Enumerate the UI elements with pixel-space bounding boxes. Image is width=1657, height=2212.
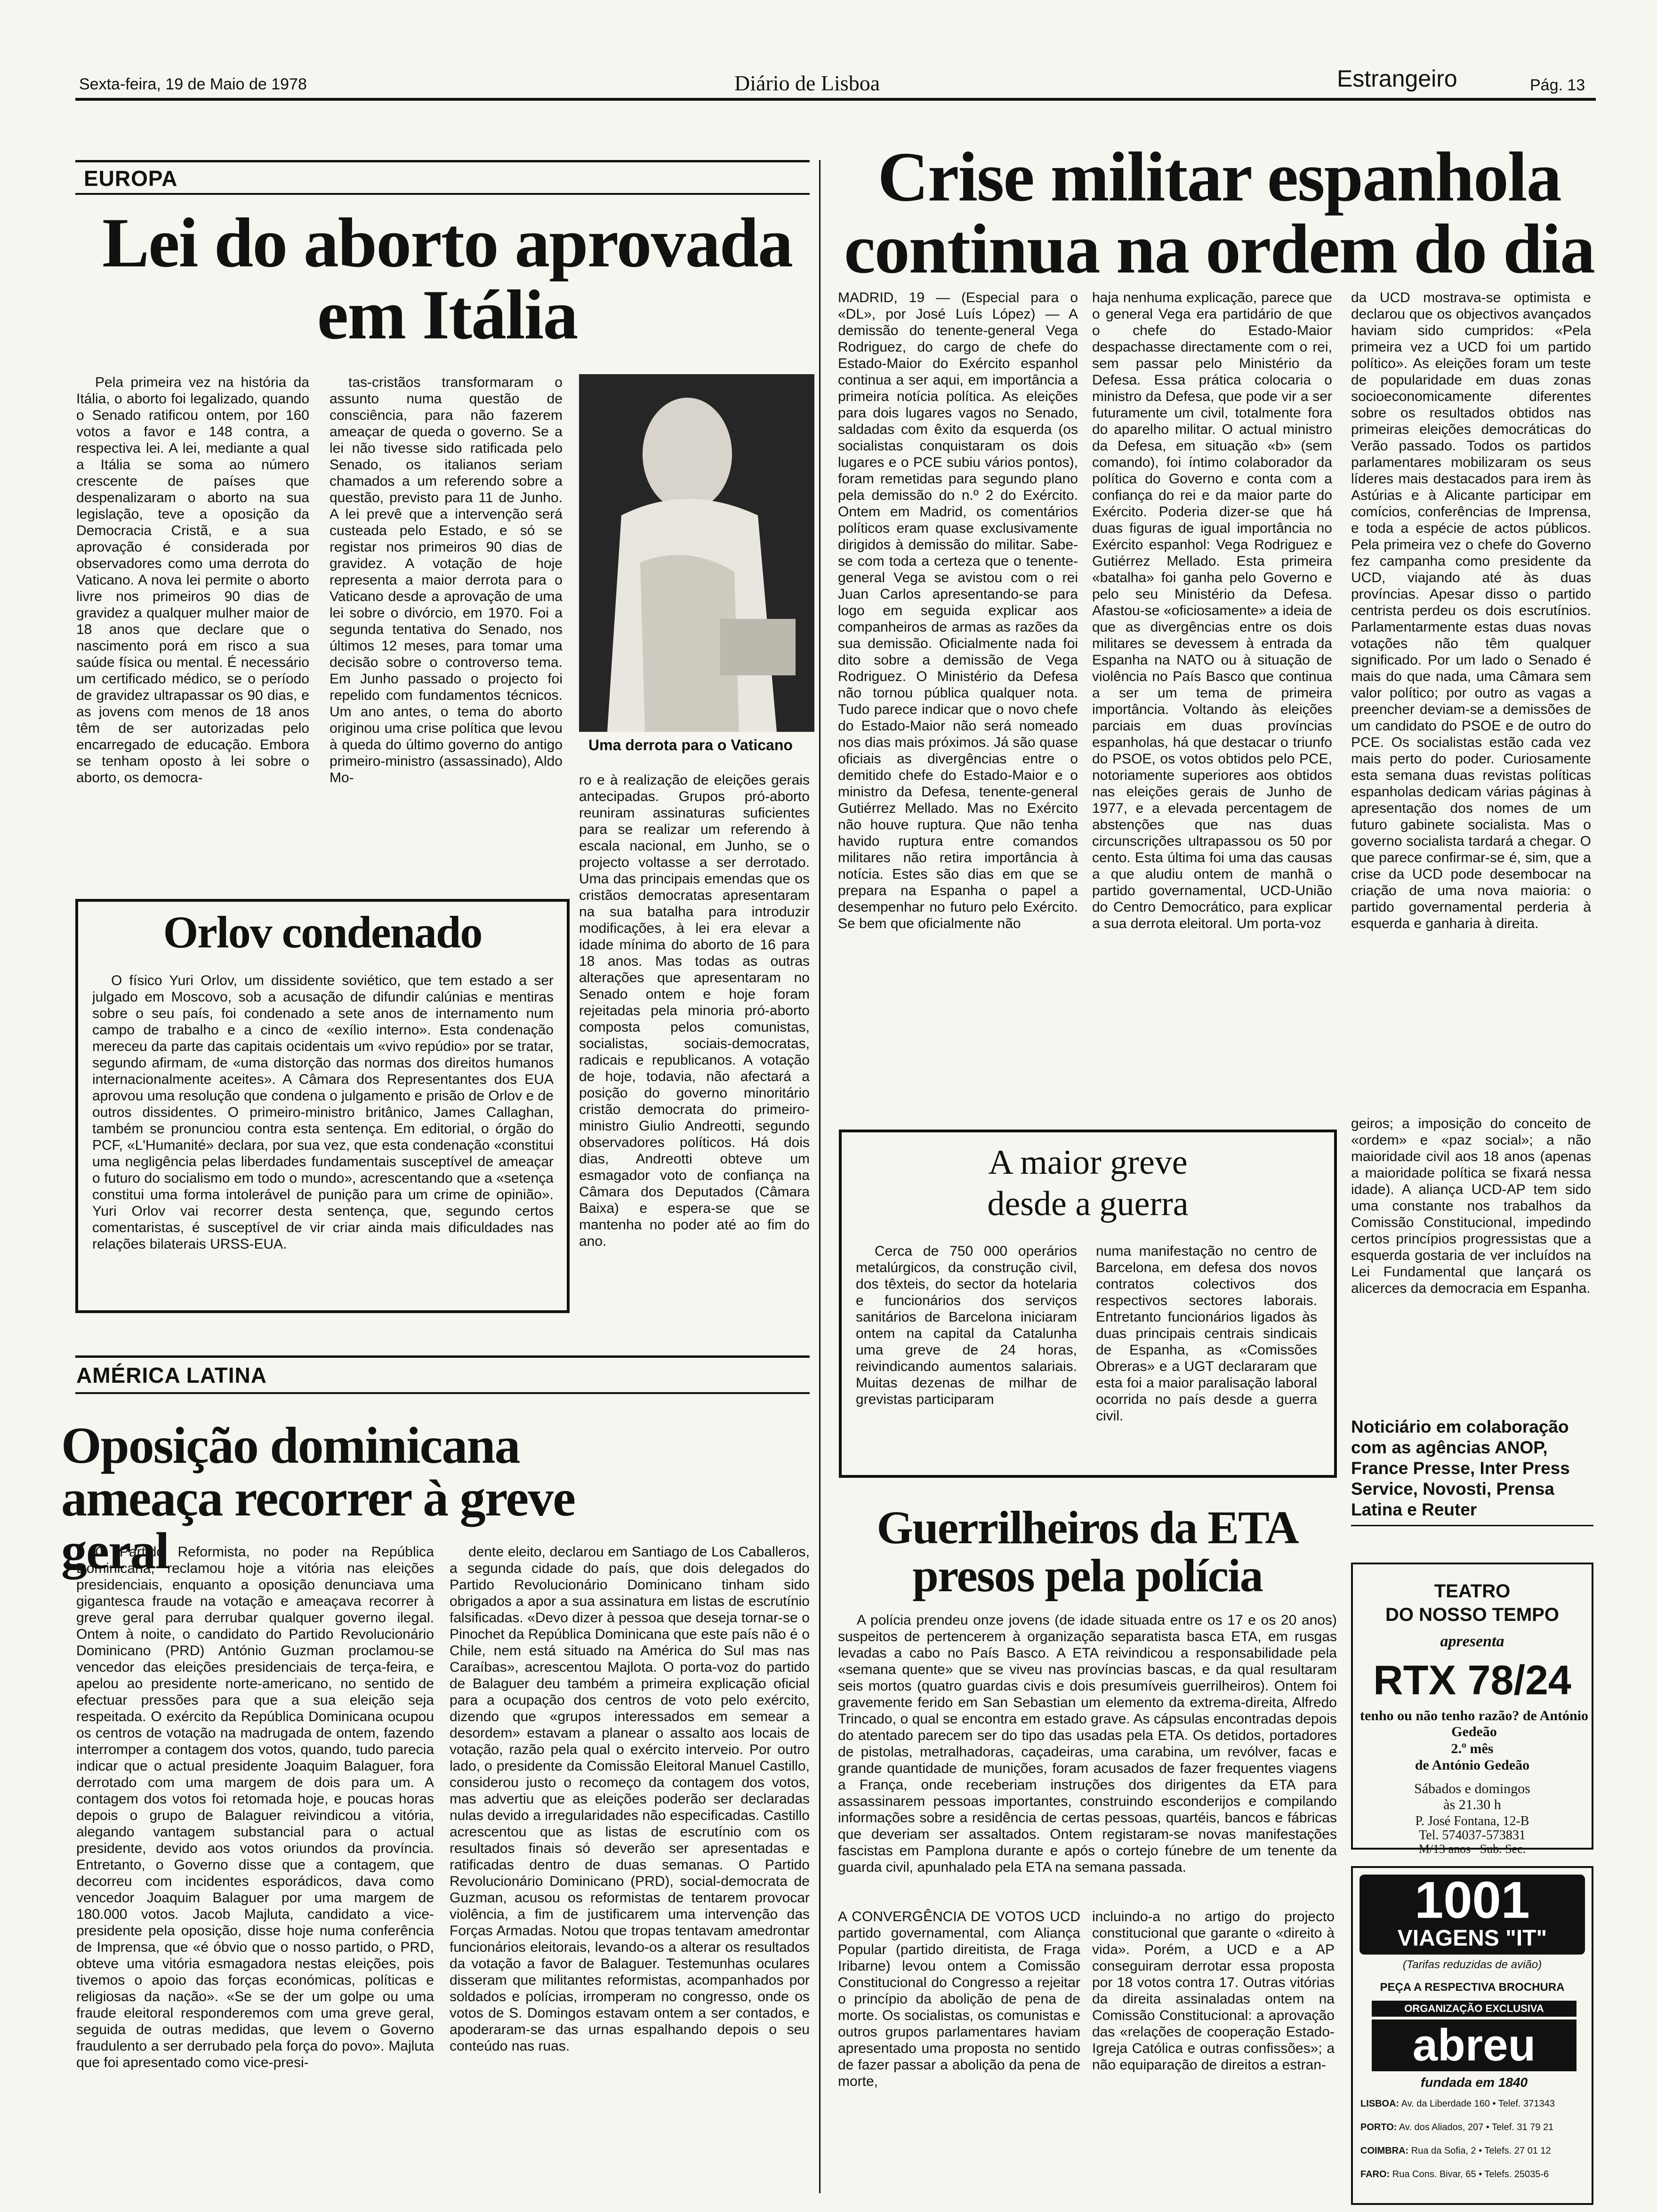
teatro-title: TEATRO bbox=[1434, 1581, 1511, 1602]
main-column-divider bbox=[819, 160, 820, 2193]
issue-date: Sexta-feira, 19 de Maio de 1978 bbox=[79, 75, 307, 93]
europa-rule-bottom bbox=[75, 193, 810, 195]
espanha-col-3: da UCD mostrava-se optimista e declarou que os objectivos avançados haviam sido cumpridos: «Pela primeira vez a UCD foi um partido político». As eleições foram um teste de popularidade em duas zonas socioeconomicamente diferentes sobre os resultados obtidos nas primeiras eleições democráticas do Verão passado. Todos os partidos parlamentares mobilizaram os seus líderes mais destacados para irem às Astúrias e à Alicante participar em comícios, conferências de Imprensa, e toda a espécie de actos públicos. Pela primeira vez o chefe do Governo fez campanha como presidente da UCD, viajando até às duas províncias. Apesar disso o partido centrista perdeu os dois escrutínios. Parlamentarmente estas duas novas votações não têm qualquer significado. Por um lado o Senado é mais do que nada, uma Câmara sem valor político; por outro as vagas a preencher deviam-se a demissões de um candidato do PSOE e de outro do PCE. Os socialistas estão cada vez mais perto do poder. Curiosamente esta semana duas revistas políticas espanholas dedicam várias páginas à apresentação dos nomes de um futuro gabinete socialista. Mas o governo socialista tardará a chegar. O que parece confirmar-se é, sim, que a crise da UCD pode desembocar na criação de uma nova maioria: o partido governamental perderia à esquerda e ganharia à direita. bbox=[1351, 290, 1591, 931]
teatro-address: P. José Fontana, 12-B bbox=[1415, 1814, 1529, 1828]
greve-col-1: Cerca de 750 000 operários metalúrgicos, da construção civil, dos têxteis, do sector da hotelaria e funcionários dos serviços sanitários de Barcelona iniciaram ontem na capital da Catalunha uma greve de 24 horas, reivindicando aumentos salariais. Muitas dezenas de milhar de grevistas participaram bbox=[856, 1243, 1077, 1407]
teatro-ad bbox=[1351, 1563, 1593, 1856]
section-label-europa: EUROPA bbox=[84, 166, 178, 191]
viagens-org: ORGANIZAÇÃO EXCLUSIVA bbox=[1372, 2001, 1577, 2017]
header-rule bbox=[75, 98, 1596, 101]
viagens-number: 1001 bbox=[1415, 1871, 1530, 1929]
espanha-col-1: MADRID, 19 — (Especial para o «DL», por José Luís López) — A demissão do tenente-general Vega Rodriguez, do cargo de chefe do Estado-Maior do Exército espanhol continua a ser aqui, em importância a primeira notícia política. As eleições para dois lugares vagos no Senado, saldadas com êxito da esquerda (os socialistas conquistaram os dois lugares e o PCE subiu vários pontos), foram remetidas para segundo plano pela demissão do n.º 2 do Exército. Ontem em Madrid, os comentários políticos eram quase exclusivamente dirigidos à demissão do militar. Sabe-se com toda a certeza que o tenente-general Vega se avistou com o rei Juan Carlos apresentando-se para logo em seguida explicar aos companheiros de armas as razões da sua demissão. Oficialmente nada foi dito sobre a demissão de Vega Rodriguez. O Ministério da Defesa não tornou pública qualquer nota. Tudo parece indicar que o novo chefe do Estado-Maior não será nomeado nos dias mais próximos. Já são quase oficiais as divergências entre o demitido chefe do Estado-Maior e o ministro da Defesa, tenente-general Gutiérrez Mellado. Mas no Exército não houve ruptura. Que não tenha havido ruptura entre comandos militares não retira importância à notícia. Estes são dias em que se prepara na Espanha o papel a desempenhar no futuro pelo Exército. Se bem que oficialmente não bbox=[838, 290, 1078, 931]
headline-eta: Guerrilheiros da ETA presos pela polícia bbox=[877, 1501, 1298, 1602]
viagens-city-1: PORTO: Av. dos Aliados, 207 • Telef. 31 79 21 bbox=[1360, 2122, 1554, 2132]
europa-col-1: Pela primeira vez na história da Itália, o aborto foi legalizado, quando o Senado ratificou ontem, por 160 votos a favor e 148 contra, a respectiva lei. A lei, mediante a qual a Itália se soma ao número crescente de países que despenalizaram o aborto na sua legislação, teve a oposição da Democracia Cristã, e a sua aprovação é considerada por observadores como uma derrota do Vaticano. A nova lei permite o aborto livre nos primeiros 90 dias de gravidez a qualquer mulher maior de 18 anos que declare que o nascimento porá em risco a sua saúde física ou mental. É necessário um certificado médico, se o período de gravidez ultrapassar os 90 dias, e as jovens com menos de 18 anos têm de ser autorizadas pelo encarregado de educação. Embora se tenham oposto à lei sobre o aborto, os democra- bbox=[76, 375, 309, 785]
agency-credits: Noticiário em colaboração com as agências ANOP, France Presse, Inter Press Service, Novosti, Prensa Latina e Reuter bbox=[1351, 1417, 1570, 1519]
teatro-author: de António Gedeão bbox=[1415, 1757, 1530, 1773]
masthead: Diário de Lisboa bbox=[734, 71, 880, 95]
viagens-ad bbox=[1351, 1866, 1593, 2205]
europa-col-2: tas-cristãos transformaram o assunto numa questão de consciência, para não fazerem ameaçar de queda o governo. Se a lei não tivesse sido ratificada pelo Senado, os italianos seriam chamados a um referendo sobre a questão, previsto para 11 de Junho. A lei prevê que a intervenção será custeada pelo Estado, e só se registar nos primeiros 90 dias de gravidez. A votação de hoje representa a maior derrota para o Vaticano desde a aprovação de uma lei sobre o divórcio, em 1970. Foi a segunda tentativa do Senado, nos últimos 12 meses, para tomar uma decisão sobre o controverso tema. Em Junho passado o projecto foi repelido com fundamentos técnicos. Um ano antes, o tema do aborto originou uma crise política que levou à queda do último governo do antigo primeiro-ministro (assassinado), Aldo Mo- bbox=[330, 375, 563, 785]
headline-aborto: Lei do aborto aprovada em Itália bbox=[102, 204, 792, 354]
viagens-city-2: COIMBRA: Rua da Sofia, 2 • Telefs. 27 01 12 bbox=[1360, 2146, 1551, 2156]
europa-rule-top bbox=[75, 160, 810, 162]
headline-greve: A maior greve desde a guerra bbox=[987, 1143, 1189, 1223]
america-col-2: dente eleito, declarou em Santiago de Los Caballeros, a segunda cidade do país, que dois delegados do Partido Revolucionário Dominicano tinham sido obrigados a apor a sua assinatura em listas de escrutínio falsificadas. «Devo dizer à pessoa que deseja tornar-se o Pinochet da República Dominicana que este país não é o Chile, nem está situado na América do Sul mas nas Caraíbas», acrescentou Majlota. O porta-voz do partido de Balaguer deu também a primeira explicação oficial para a ocupação dos centros de voto pelo exército, dizendo que «grupos interessados em semear a desordem» estavam a planear o assalto aos locais de votação, razão pela qual o exército interveio. Por outro lado, o presidente da Comissão Eleitoral Manuel Castillo, considerou justo o recomeço da contagem dos votos, mas advertiu que as eleições poderão ser declaradas nulas devido a irregularidades não especificadas. Castillo acrescentou que as listas de escrutínio com os resultados finais só deverão ser apresentadas e ratificadas dentro de duas semanas. O Partido Revolucionário Dominicano (PRD), social-democrata de Guzman, acusou os reformistas de tentarem provocar violência, a fim de justificarem uma intervenção das Forças Armadas. Notou que tropas tentavam amedrontar funcionários eleitorais, levando-os a alterar os resultados da votação a favor de Balaguer. Testemunhas oculares disseram que militantes reformistas, acompanhados por soldados e polícias, irromperam no congresso, onde os votos de S. Domingos estavam ontem a ser contados, e apoderaram-se das urnas espalhando depois o seu conteúdo nas ruas. bbox=[450, 1544, 810, 2054]
abreu-logo: abreu bbox=[1372, 2020, 1577, 2071]
orlov-box bbox=[75, 899, 570, 1313]
credits-rule bbox=[1351, 1525, 1593, 1526]
pope-figure-image bbox=[579, 374, 814, 732]
convergencia-col-2: incluindo-a no artigo do projecto constitucional que garante o «direito à vida». Porém, a UCD e a AP conseguiram derrotar essa proposta por 18 votos contra 17. Outras vitórias da direita assinaladas ontem na Comissão Constitucional: a aprovação das «relações de cooperação Estado-Igreja Católica e outras confissões»; a não equiparação de direitos a estran- bbox=[1092, 1909, 1335, 2073]
section-label-america: AMÉRICA LATINA bbox=[76, 1363, 267, 1387]
photo-caption: Uma derrota para o Vaticano bbox=[588, 737, 793, 753]
teatro-run: 2.º mês bbox=[1451, 1741, 1494, 1756]
viagens-city-3: FARO: Rua Cons. Bivar, 65 • Telefs. 25035-6 bbox=[1360, 2169, 1549, 2180]
teatro-subtitle: tenho ou não tenho razão? de António Gedeão bbox=[1359, 1708, 1589, 1739]
teatro-title-2: DO NOSSO TEMPO bbox=[1385, 1604, 1559, 1625]
viagens-ask: PEÇA A RESPECTIVA BROCHURA bbox=[1380, 1981, 1565, 1994]
teatro-tel: Tel. 574037-573831 bbox=[1419, 1828, 1526, 1843]
abreu-founded: fundada em 1840 bbox=[1420, 2075, 1528, 2090]
viagens-banner bbox=[1359, 1871, 1585, 1955]
convergencia-col-1: A CONVERGÊNCIA DE VOTOS UCD partido governamental, com Aliança Popular (partido direitista, de Fraga Iribarne) levou ontem a Comissão Constitucional do Congresso a rejeitar o princípio da abolição de pena de morte. Os socialistas, os comunistas e outros grupos parlamentares haviam apresentado uma proposta no sentido de fazer passar a abolição da pena de morte, bbox=[838, 1909, 1080, 2089]
greve-box bbox=[839, 1130, 1337, 1478]
teatro-presents: apresenta bbox=[1440, 1633, 1504, 1650]
headline-espanha: Crise militar espanhola continua na ordem do dia bbox=[844, 138, 1594, 288]
america-col-1: O Partido Reformista, no poder na República Dominicana, reclamou hoje a vitória nas eleições presidenciais, enquanto a oposição denunciava uma gigantesca fraude na votação e ameaçava recorrer à greve geral para derrubar qualquer governo ilegal. Ontem à noite, o candidato do Partido Revolucionário Dominicano (PRD) António Guzman proclamou-se vencedor das eleições presidenciais de terça-feira, e apelou ao presidente norte-americano, no sentido de efectuar pressões para que a sua eleição seja respeitada. O exército da República Dominicana ocupou os centros de votação na madrugada de ontem, fazendo interromper a contagem dos votos, quando, tudo parecia indicar que o actual presidente Joaquim Balaguer, fora derrotado com uma margem de dois para um. A contagem dos votos foi retomada hoje, e poucas horas depois o grupo de Balaguer reivindicou a vitória, alegando vantagem substancial para o actual presidente, devido aos votos oriundos da província. Entretanto, o Governo disse que a contagem, que decorreu com incidentes esporádicos, dava como vencedor Joaquim Balaguer por uma margem de 180.000 votos. Jacob Majluta, candidato a vice-presidente pela oposição, disse hoje numa conferência de Imprensa, que «é óbvio que o nosso partido, o PRD, obteve uma vitória esmagadora nestas eleições, pois tivemos o apoio das forças económicas, políticas e religiosas da nação». «Se se der um golpe ou uma fraude eleitoral responderemos com uma greve geral, seguida de outras medidas, que levem o Governo fraudulento a ser derrubado pela força do povo». Majluta que foi apresentado como vice-presi- bbox=[76, 1544, 434, 2070]
viagens-name: VIAGENS "IT" bbox=[1397, 1926, 1547, 1951]
espanha-col-3b: geiros; a imposição do conceito de «ordem» e «paz social»; a não maioridade civil aos 18 anos (apenas a maioridade política se fixará nessa idade). A aliança UCD-AP tem sido uma constante nos trabalhos da Comissão Constitucional, impedindo certos princípios progressistas que a esquerda gostaria de ver incluídos na Lei Fundamental que lançará os alicerces da democracia em Espanha. bbox=[1351, 1116, 1591, 1296]
headline-dominicana: Oposição dominicana ameaça recorrer à greve geral bbox=[61, 1417, 575, 1580]
teatro-age: M/13 anos Sub. Sec. bbox=[1418, 1842, 1526, 1856]
espanha-col-2: haja nenhuma explicação, parece que o general Vega era partidário de que o chefe do Estado-Maior despachasse directamente com o rei, sem passar pelo Ministério da Defesa. Essa prática colocaria o ministro da Defesa, que pode vir a ser futuramente um civil, totalmente fora do aparelho militar. O actual ministro da Defesa, em situação «b» (sem comando), foi íntimo colaborador da política do Governo e conta com a confiança do rei e da maior parte do Exército. Poderia dizer-se que há duas figuras de igual importância no Exército espanhol: Vega Rodriguez e Gutiérrez Mellado. Esta primeira «batalha» foi ganha pelo Governo e pelo seu Ministério da Defesa. Afastou-se «oficiosamente» a ideia de que as divergências entre os dois militares se devessem à entrada da Espanha na NATO ou à situação de violência no País Basco que continua a ser um tema de primeira importância. Voltando às eleições parciais em duas províncias espanholas, há que destacar o triunfo do PSOE, os votos obtidos pelo PCE, notoriamente superiores aos obtidos nas eleições gerais de Junho de 1977, e a elevada percentagem de abstenções que nas duas circunscrições ultrapassou os 50 por cento. Esta última foi uma das causas a que aludiu ontem de manhã o partido governamental, UCD-União do Centro Democrático, para explicar a sua derrota eleitoral. Um porta-voz bbox=[1092, 290, 1332, 931]
teatro-times: Sábados e domingos bbox=[1414, 1781, 1530, 1796]
teatro-times-2: às 21.30 h bbox=[1443, 1797, 1501, 1812]
orlov-text: O físico Yuri Orlov, um dissidente soviético, que tem estado a ser julgado em Moscovo, sob a acusação de difundir calúnias e mentiras sobre o seu país, foi condenado a sete anos de internamento num campo de trabalho e a cinco de «exílio interno». Esta condenação mereceu da parte das capitais ocidentais um «vivo repúdio» por se tratar, segundo afirmam, de «uma distorção das normas dos direitos humanos internacionalmente aceites». A Câmara dos Representantes dos EUA aprovou uma resolução que condena o julgamento e prisão de Orlov e de outros dissidentes. O primeiro-ministro britânico, James Callaghan, também se pronunciou contra esta sentença. Em editorial, o órgão do PCF, «L'Humanité» declara, por sua vez, que esta condenação «constitui uma negligência pelas liberdades fundamentais susceptível de ameaçar o futuro do socialismo em todo o mundo», acrescentando que a «setença constitui uma forma intolerável de punição para um crime de opinião». Yuri Orlov vai recorrer desta sentença, que, segundo certos comentaristas, é susceptível de vir criar ainda mais dificuldades nas relações bilaterais URSS-EUA. bbox=[92, 973, 554, 1252]
section-name: Estrangeiro bbox=[1337, 65, 1457, 92]
america-rule-top bbox=[75, 1355, 810, 1358]
eta-text: A polícia prendeu onze jovens (de idade situada entre os 17 e os 20 anos) suspeitos de pertencerem à organização separatista basca ETA, em rusgas levadas a cabo no País Basco. A ETA reivindicou a responsabilidade pela «semana quente» que se viveu nas províncias bascas, e da qual resultaram seis mortos (quatro guardas civis e dois presumíveis guerrilheiros). Ontem foi gravemente ferido em San Sebastian um elemento da extrema-direita, Alfredo Trincado, o qual se encontra em estado grave. As cápsulas encontradas depois do atentado parecem ser do tipo das usadas pela ETA. Os detidos, portadores de pistolas, metralhadoras, caçadeiras, uma carabina, um revólver, facas e grande quantidade de munições, foram acusados de fazer frequentes viagens a França, onde receberiam instruções dos dirigentes da ETA para assassinarem pessoas importantes, construindo esconderijos e compilando informações sobre a residência de certas pessoas, quartéis, bancos e fábricas que deveriam ser assaltados. Ontem registaram-se novas manifestações fascistas em Pamplona durante e após o cortejo fúnebre de um tenente da guarda civil, apunhalado pela ETA na semana passada. bbox=[838, 1612, 1337, 1875]
viagens-sub: (Tarifas reduzidas de avião) bbox=[1402, 1958, 1542, 1971]
page-number: Pág. 13 bbox=[1530, 76, 1585, 94]
vatican-photo bbox=[579, 374, 814, 732]
greve-col-2: numa manifestação no centro de Barcelona, em defesa dos novos contratos colectivos dos respectivos sectores laborais. Entretanto funcionários ligados às duas principais centrais sindicais de Espanha, as «Comissões Obreras» e a UGT declararam que esta foi a maior paralisação laboral ocorrida no país desde a guerra civil. bbox=[1096, 1243, 1317, 1424]
teatro-show: RTX 78/24 bbox=[1373, 1657, 1571, 1703]
america-rule-bottom bbox=[75, 1392, 810, 1394]
headline-orlov: Orlov condenado bbox=[163, 907, 482, 957]
viagens-city-0: LISBOA: Av. da Liberdade 160 • Telef. 371343 bbox=[1360, 2099, 1555, 2109]
europa-col-3: ro e à realização de eleições gerais antecipadas. Grupos pró-aborto reuniram assinaturas suficientes para se realizar um referendo à escala nacional, em Junho, se o projecto voltasse a ser derrotado. Uma das principais emendas que os cristãos democratas apresentaram na sua batalha para introduzir modificações, à lei era elevar a idade mínima do aborto de 16 para 18 anos. Mas todas as outras alterações que apresentaram no Senado ontem e hoje foram rejeitadas pela minoria pró-aborto composta pelos comunistas, socialistas, sociais-democratas, radicais e republicanos. A votação de hoje, todavia, não afectará a posição do governo minoritário cristão democrata do primeiro-ministro Giulio Andreotti, segundo observadores políticos. Há dois dias, Andreotti obteve um esmagador voto de confiança na Câmara dos Deputados (Câmara Baixa) e espera-se que se mantenha no poder até ao fim do ano. bbox=[579, 772, 810, 1249]
